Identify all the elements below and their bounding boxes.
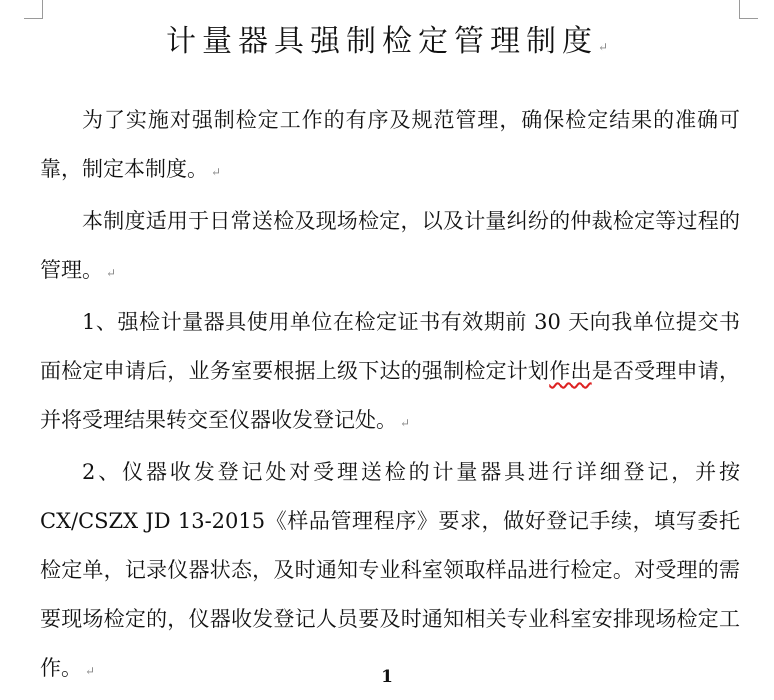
- paragraph-2: [40, 197, 740, 298]
- paragraph-text: 本制度适用于日常送检及现场检定，以及计量纠纷的仲裁检定等过程的管理。: [40, 209, 740, 282]
- document-body: [40, 96, 740, 696]
- paragraph-4: [40, 448, 740, 696]
- spellcheck-marked-text[interactable]: 作出: [549, 359, 592, 383]
- margin-corner-top-right: [739, 0, 758, 19]
- paragraph-text: 1、强检计量器具使用单位在检定证书有效期前 30 天向我单位提交书面检定申请后，业务室要根据上级下达的强制检定计划: [40, 310, 740, 383]
- margin-corner-top-left: [24, 0, 43, 19]
- page-number: 1: [381, 667, 393, 687]
- document-title: [0, 22, 774, 67]
- paragraph-mark: ↵: [85, 664, 96, 678]
- paragraph-1: [40, 96, 740, 197]
- paragraph-mark: ↵: [106, 266, 117, 280]
- paragraph-text-tail: 是否受理申请，并将受理结果转交至仪器收发登记处。: [40, 359, 740, 432]
- paragraph-text: 2、仪器收发登记处对受理送检的计量器具进行详细登记，并按CX/CSZX JD 13-2015《样品管理程序》要求，做好登记手续，填写委托检定单，记录仪器状态，及时通知专业科室领取样品进行检定。对受理的需要现场检定的，仪器收发登记人员要及时通知相关专业科室安排现场检定工作。: [40, 460, 740, 680]
- paragraph-mark: ↵: [211, 165, 222, 179]
- paragraph-mark: ↵: [597, 40, 609, 54]
- paragraph-mark: ↵: [400, 416, 411, 430]
- paragraph-text: 为了实施对强制检定工作的有序及规范管理，确保检定结果的准确可靠，制定本制度。: [40, 108, 740, 181]
- title-text: 计量器具强制检定管理制度: [165, 24, 598, 59]
- paragraph-3: [40, 298, 740, 448]
